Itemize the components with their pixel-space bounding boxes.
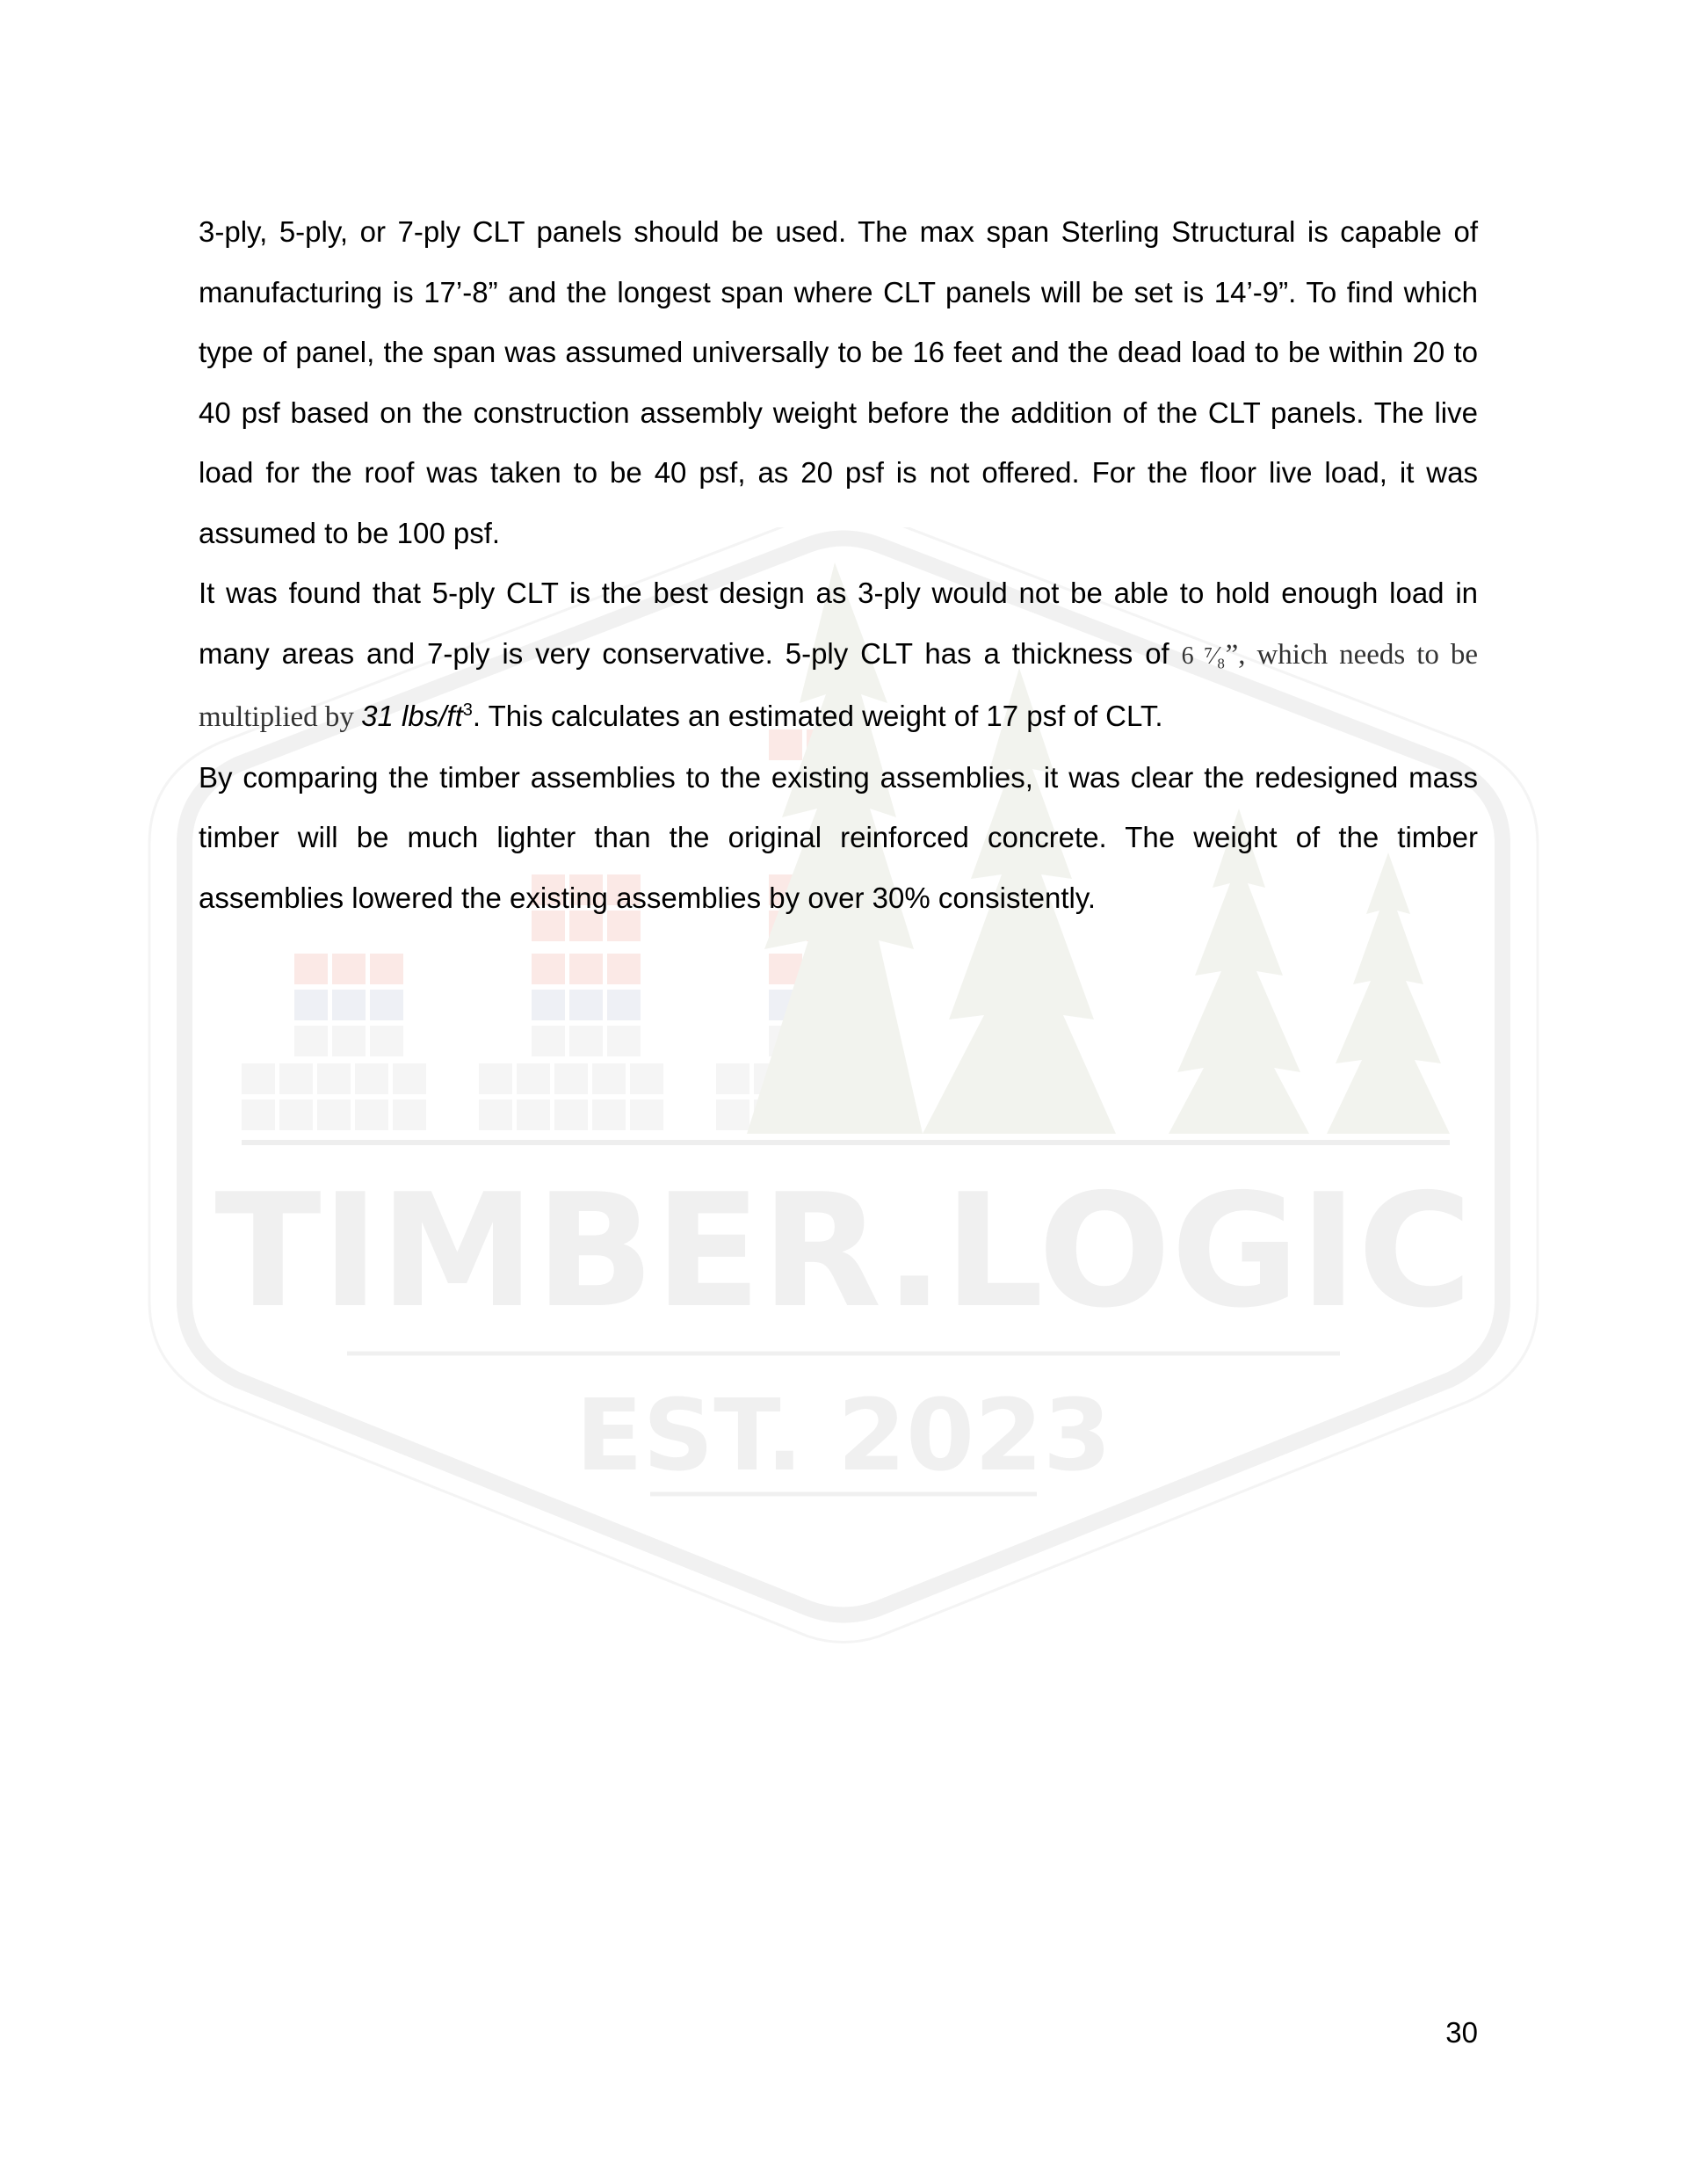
paragraph-ply-selection: 3-ply, 5-ply, or 7-ply CLT panels should be used. The max span Sterling Structural is capable of manufacturing is 17’-8” and the longest span where CLT panels will be set is 14’-9”. To find which type of panel, the span was assumed universally to be 16 feet and the dead load to be within 20 to 40 psf based on the construction assembly weight before the addition of the CLT panels. The live load for the roof was taken to be 40 psf, as 20 psf is not offered. For the floor live load, it was assumed to be 100 psf.	[199, 215, 1478, 549]
watermark-title: TIMBER.LOGIC	[214, 1160, 1473, 1342]
p2-text-a: It was found that 5-ply CLT is the best design as 3-ply would not be able to hold enough load in many areas and 7-ply is very conservative. 5-ply CLT has a thickness of	[199, 577, 1478, 670]
density-unit: 31 lbs/ft	[361, 700, 463, 732]
paragraph-comparison: By comparing the timber assemblies to the existing assemblies, it was clear the redesigned mass timber will be much lighter than the original reinforced concrete. The weight of the timber assemblies lowered the existing assemblies by over 30% consistently.	[199, 760, 1478, 914]
p2-text-c: . This calculates an estimated weight of 17 psf of CLT.	[472, 700, 1163, 732]
unit-exponent: 3	[462, 700, 473, 720]
p2-text-b: ”, which needs to be multiplied by	[199, 638, 1478, 733]
watermark-subtitle: EST. 2023	[576, 1379, 1111, 1493]
page-number: 30	[1445, 2016, 1478, 2049]
thickness-fraction: 6 ⁷⁄₈	[1181, 642, 1226, 670]
paragraph-5ply-design	[199, 563, 1478, 748]
body-text	[199, 202, 1478, 928]
